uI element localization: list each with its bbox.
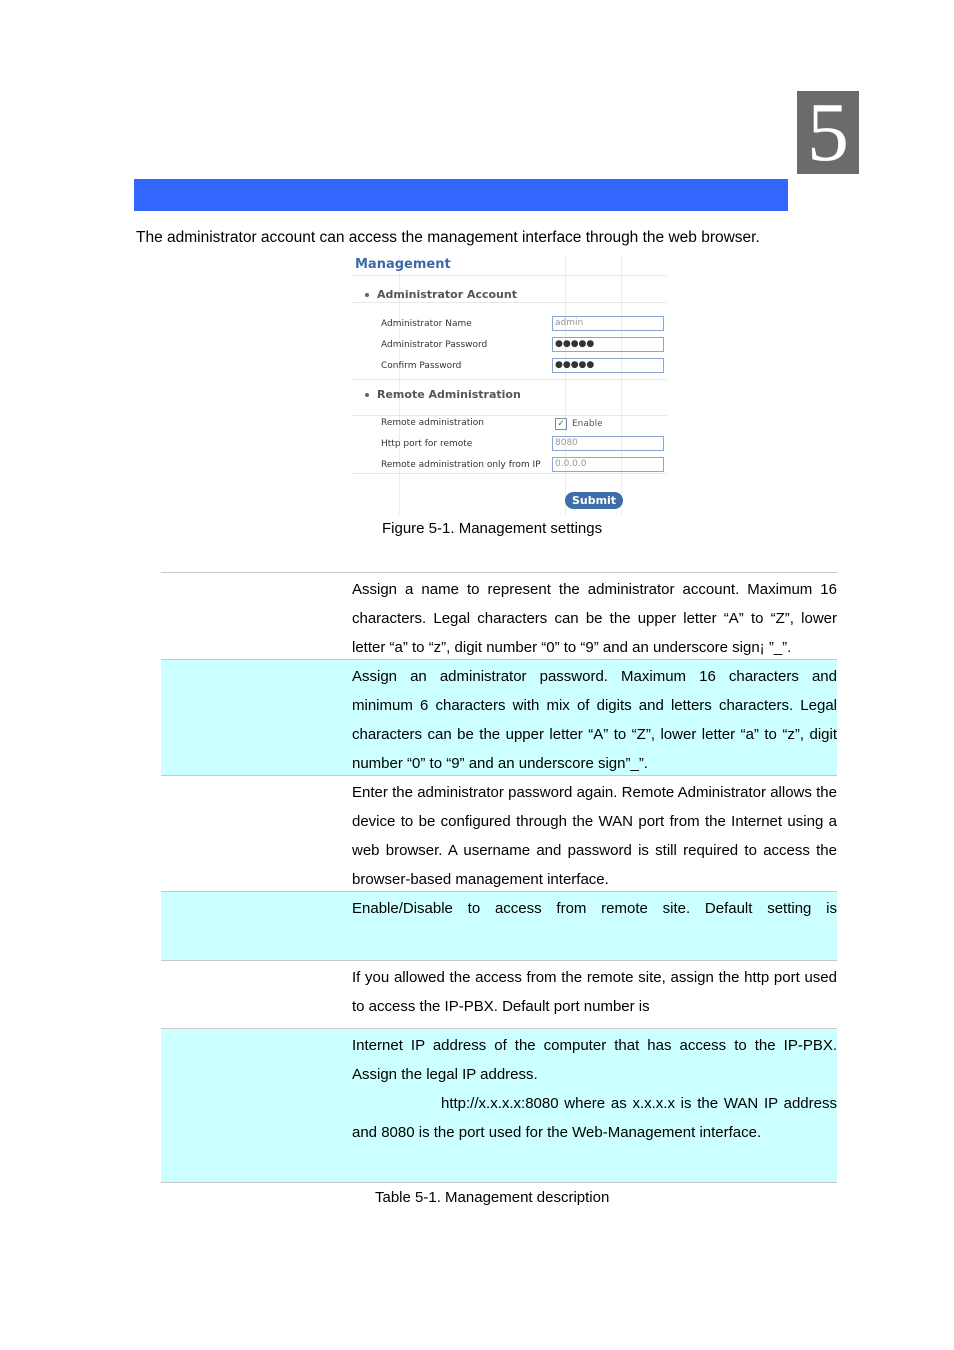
table-row bbox=[161, 572, 837, 659]
table-row bbox=[161, 775, 837, 891]
row-description: Internet IP address of the computer that has access to the IP-PBX. Assign the legal IP address. bbox=[352, 1037, 837, 1083]
row-description: Enable/Disable to access from remote site. Default setting is bbox=[352, 900, 837, 917]
management-screenshot bbox=[349, 255, 669, 515]
enable-label: Enable bbox=[572, 419, 603, 429]
chapter-title-bar bbox=[134, 179, 788, 211]
management-title: Management bbox=[355, 257, 451, 272]
row-description: Enter the administrator password again. Remote Administrator allows the device to be configured through the WAN port from the Internet using a web browser. A username and password is still required to access the browser-based management interface. bbox=[352, 784, 837, 888]
table-row bbox=[161, 659, 837, 775]
bullet-icon bbox=[365, 293, 369, 297]
remote-ip-field[interactable]: 0.0.0.0 bbox=[552, 457, 664, 472]
row-description: If you allowed the access from the remote site, assign the http port used to access the IP-PBX. Default port number is bbox=[352, 969, 837, 1015]
admin-account-heading: Administrator Account bbox=[365, 288, 517, 301]
row-description-note: http://x.x.x.x:8080 where as x.x.x.x is the WAN IP address and 8080 is the port used for the Web-Management interface. bbox=[352, 1095, 837, 1141]
remote-admin-heading: Remote Administration bbox=[365, 388, 521, 401]
description-table bbox=[161, 572, 837, 1183]
submit-button[interactable]: Submit bbox=[565, 492, 623, 509]
http-port-label: Http port for remote bbox=[381, 439, 473, 449]
figure-caption: Figure 5-1. Management settings bbox=[382, 520, 603, 537]
confirm-password-label: Confirm Password bbox=[381, 361, 462, 371]
row-description: Assign a name to represent the administrator account. Maximum 16 characters. Legal characters can be the upper letter “A” to “Z”, lower letter “a” to “z”, digit number “0” to “9” and an underscore sign¡ ”_”. bbox=[352, 581, 837, 656]
remote-admin-label: Remote administration bbox=[381, 418, 484, 428]
admin-password-field[interactable]: ●●●●● bbox=[552, 337, 664, 352]
admin-password-label: Administrator Password bbox=[381, 340, 488, 350]
chapter-number: 5 bbox=[797, 91, 859, 174]
http-port-field[interactable]: 8080 bbox=[552, 436, 664, 451]
table-row bbox=[161, 1028, 837, 1183]
table-caption: Table 5-1. Management description bbox=[375, 1189, 610, 1206]
row-description: Assign an administrator password. Maximum 16 characters and minimum 6 characters with mix of digits and letters characters. Legal characters can be the upper letter “A” to “Z”, lower letter “a” to “z”, digit number “0” to “9” and an underscore sign”_”. bbox=[352, 668, 837, 772]
table-row bbox=[161, 960, 837, 1028]
admin-name-label: Administrator Name bbox=[381, 319, 472, 329]
confirm-password-field[interactable]: ●●●●● bbox=[552, 358, 664, 373]
intro-paragraph: The administrator account can access the management interface through the web browser. bbox=[136, 229, 760, 246]
bullet-icon bbox=[365, 393, 369, 397]
remote-ip-label: Remote administration only from IP bbox=[381, 460, 541, 470]
admin-name-field[interactable]: admin bbox=[552, 316, 664, 331]
table-row bbox=[161, 891, 837, 960]
remote-admin-checkbox[interactable]: ✓ bbox=[555, 418, 567, 430]
